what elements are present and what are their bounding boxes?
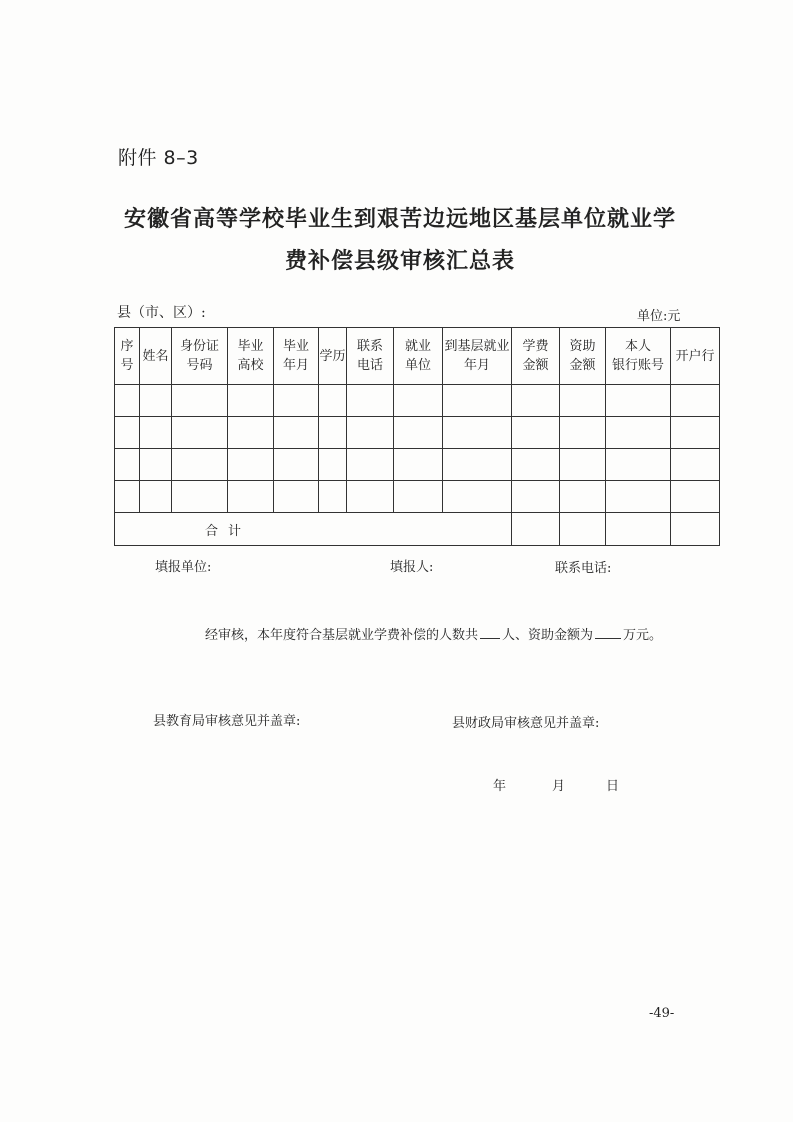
table-cell: [228, 449, 274, 481]
table-cell: [274, 449, 319, 481]
table-cell: [671, 385, 720, 417]
table-cell: [671, 417, 720, 449]
table-cell: [274, 481, 319, 513]
table-cell: [172, 481, 228, 513]
statement-text: 经审核，本年度符合基层就业学费补偿的人数共: [205, 628, 479, 643]
total-label: 合计: [115, 513, 512, 546]
count-blank: [480, 626, 500, 639]
table-cell: [512, 385, 560, 417]
table-cell: [512, 449, 560, 481]
table-cell: [319, 385, 347, 417]
table-cell: [606, 417, 671, 449]
review-statement: [205, 624, 662, 643]
column-header: 到基层就业 年月: [443, 328, 512, 385]
table-cell: [140, 481, 172, 513]
column-header: 身份证 号码: [172, 328, 228, 385]
table-cell: [172, 417, 228, 449]
county-label: 县（市、区）:: [117, 305, 206, 321]
table-row: [115, 417, 720, 449]
table-cell: [560, 449, 606, 481]
column-header: 本人 银行账号: [606, 328, 671, 385]
education-bureau-label: 县教育局审核意见并盖章:: [153, 714, 301, 729]
table-cell: [274, 385, 319, 417]
table-cell: [443, 385, 512, 417]
table-cell: [443, 481, 512, 513]
table-cell: [347, 449, 394, 481]
column-header: 资助 金额: [560, 328, 606, 385]
table-cell: [115, 449, 140, 481]
table-cell: [172, 385, 228, 417]
table-cell: [606, 513, 671, 546]
table-cell: [319, 481, 347, 513]
column-header: 毕业 高校: [228, 328, 274, 385]
date-year: 年: [493, 779, 507, 794]
table-cell: [115, 417, 140, 449]
table-cell: [394, 417, 443, 449]
table-cell: [347, 417, 394, 449]
total-row: [115, 513, 720, 546]
column-header: 学历: [319, 328, 347, 385]
table-cell: [443, 449, 512, 481]
table-cell: [347, 481, 394, 513]
table-cell: [560, 481, 606, 513]
table-cell: [228, 385, 274, 417]
date-day: 日: [606, 779, 620, 794]
column-header: 姓名: [140, 328, 172, 385]
table-cell: [671, 513, 720, 546]
table-row: [115, 449, 720, 481]
table-cell: [172, 449, 228, 481]
table-cell: [228, 417, 274, 449]
table-cell: [115, 385, 140, 417]
table-cell: [319, 449, 347, 481]
finance-bureau-label: 县财政局审核意见并盖章:: [452, 716, 600, 731]
summary-table: [114, 327, 720, 546]
table-row: [115, 385, 720, 417]
title-line-1: 安徽省高等学校毕业生到艰苦边远地区基层单位就业学: [123, 207, 676, 232]
table-cell: [228, 481, 274, 513]
table-cell: [671, 481, 720, 513]
table-cell: [606, 385, 671, 417]
table-cell: [560, 385, 606, 417]
column-header: 就业 单位: [394, 328, 443, 385]
table-cell: [140, 449, 172, 481]
title-line-2: 费补偿县级审核汇总表: [284, 249, 515, 274]
page-number: -49-: [649, 1006, 675, 1021]
table-cell: [560, 513, 606, 546]
column-header: 序 号: [115, 328, 140, 385]
filling-unit-label: 填报单位:: [155, 560, 212, 575]
date-month: 月: [552, 779, 566, 794]
table-cell: [394, 385, 443, 417]
unit-label: 单位:元: [637, 309, 681, 324]
attachment-number: 附件 8–3: [118, 147, 199, 169]
table-cell: [347, 385, 394, 417]
table-cell: [512, 513, 560, 546]
table-cell: [394, 481, 443, 513]
table-header-row: [115, 328, 720, 385]
phone-label: 联系电话:: [555, 561, 612, 576]
table-cell: [560, 417, 606, 449]
table-cell: [606, 449, 671, 481]
table-cell: [512, 417, 560, 449]
table-cell: [274, 417, 319, 449]
column-header: 联系 电话: [347, 328, 394, 385]
table-cell: [671, 449, 720, 481]
statement-text: 万元。: [623, 628, 663, 643]
table-cell: [140, 417, 172, 449]
filler-label: 填报人:: [390, 560, 434, 575]
table-cell: [319, 417, 347, 449]
table-cell: [606, 481, 671, 513]
table-row: [115, 481, 720, 513]
column-header: 开户行: [671, 328, 720, 385]
table-cell: [443, 417, 512, 449]
column-header: 学费 金额: [512, 328, 560, 385]
table-cell: [512, 481, 560, 513]
amount-blank: [595, 626, 621, 639]
table-cell: [140, 385, 172, 417]
statement-text: 人、资助金额为: [502, 628, 594, 643]
column-header: 毕业 年月: [274, 328, 319, 385]
table-cell: [394, 449, 443, 481]
table-cell: [115, 481, 140, 513]
